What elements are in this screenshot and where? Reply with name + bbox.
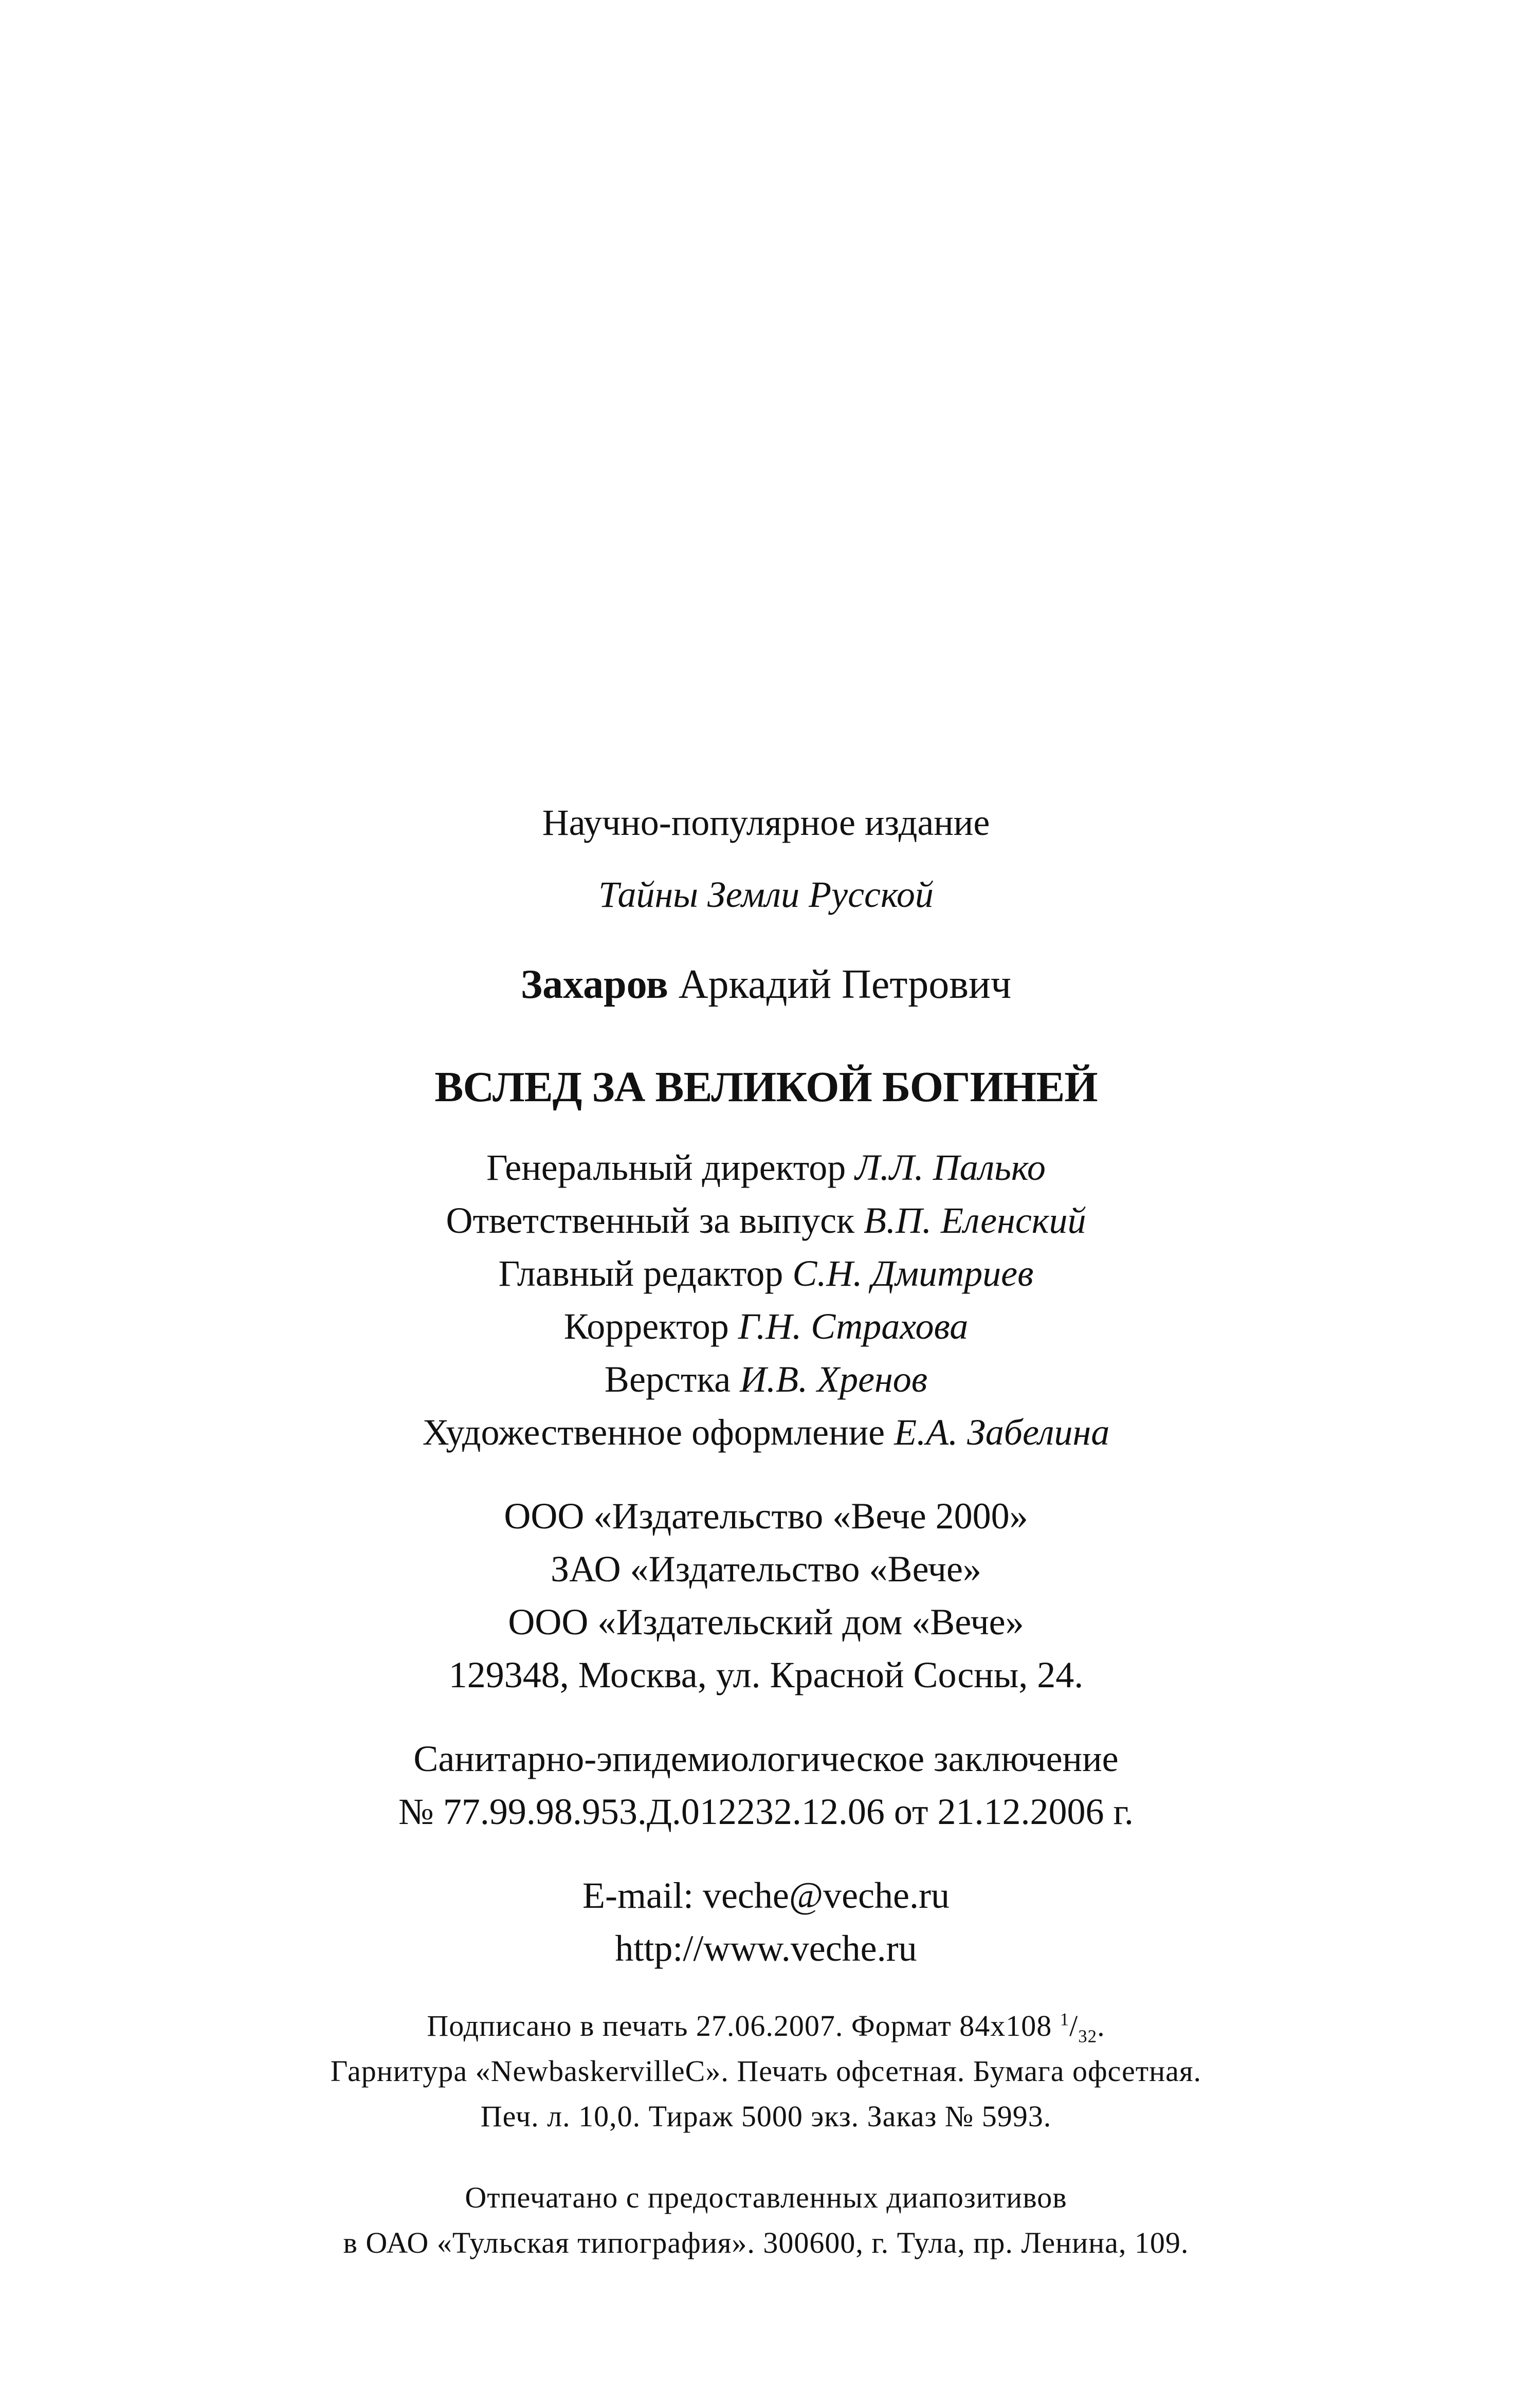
author-given-names: Аркадий Петрович <box>678 962 1012 1007</box>
printer-block <box>0 2175 1532 2266</box>
author-name <box>0 956 1532 1013</box>
credit-line <box>0 1194 1532 1247</box>
credit-role: Генеральный директор <box>486 1147 846 1188</box>
credit-person: Е.А. Забелина <box>894 1412 1110 1453</box>
credit-line <box>0 1406 1532 1459</box>
credit-person: В.П. Еленский <box>864 1200 1086 1241</box>
credit-person: Л.Л. Палько <box>855 1147 1046 1188</box>
print-info-line: Подписано в печать 27.06.2007. Формат 84х108 $^1/_{32}$. <box>427 2009 1105 2047</box>
credit-line <box>0 1353 1532 1406</box>
publisher-line: ООО «Издательство «Вече 2000» <box>504 1495 1028 1537</box>
credit-role: Главный редактор <box>498 1253 783 1294</box>
printer-line: в ОАО «Тульская типография». 300600, г. Тула, пр. Ленина, 109. <box>343 2226 1189 2259</box>
print-info-line: Гарнитура «NewbaskervilleC». Печать офсетная. Бумага офсетная. <box>330 2054 1202 2088</box>
credit-line <box>0 1300 1532 1353</box>
format-numerator: 1 <box>1060 2009 1070 2030</box>
publisher-line: ООО «Издательский дом «Вече» <box>508 1601 1024 1643</box>
publishers-block <box>0 1490 1532 1702</box>
url-line: http://www.veche.ru <box>615 1928 917 1969</box>
credit-role: Ответственный за выпуск <box>446 1200 855 1241</box>
author-surname: Захаров <box>520 962 668 1007</box>
format-denominator: 32 <box>1078 2026 1098 2047</box>
credit-line <box>0 1141 1532 1194</box>
book-title: ВСЛЕД ЗА ВЕЛИКОЙ БОГИНЕЙ <box>434 1063 1098 1111</box>
credit-role: Верстка <box>604 1359 731 1400</box>
credit-line <box>0 1247 1532 1300</box>
credit-person: С.Н. Дмитриев <box>792 1253 1034 1294</box>
credit-person: Г.Н. Страхова <box>738 1306 969 1347</box>
print-info-line: Печ. л. 10,0. Тираж 5000 экз. Заказ № 5993. <box>480 2100 1052 2133</box>
edition-type: Научно-популярное издание <box>542 802 990 843</box>
credits-list <box>0 1141 1532 1459</box>
credit-role: Художественное оформление <box>422 1412 885 1453</box>
print-signed-text: Подписано в печать 27.06.2007. Формат 84х108 <box>427 2009 1060 2042</box>
publisher-address: 129348, Москва, ул. Красной Сосны, 24. <box>448 1654 1084 1695</box>
credit-person: И.В. Хренов <box>740 1359 928 1400</box>
credit-role: Корректор <box>563 1306 729 1347</box>
contacts-block <box>0 1869 1532 1975</box>
series-name: Тайны Земли Русской <box>598 874 934 915</box>
sanitary-block <box>0 1732 1532 1838</box>
sanitary-title: Санитарно-эпидемиологическое заключение <box>413 1738 1119 1779</box>
imprint-block <box>0 797 1532 2266</box>
print-info-block <box>0 2003 1532 2139</box>
print-info-end: . <box>1097 2009 1105 2042</box>
printer-line: Отпечатано с предоставленных диапозитивов <box>465 2181 1067 2214</box>
publisher-line: ЗАО «Издательство «Вече» <box>551 1548 981 1590</box>
email-line: E-mail: veche@veche.ru <box>582 1875 950 1916</box>
sanitary-number: № 77.99.98.953.Д.012232.12.06 от 21.12.2006 г. <box>398 1791 1134 1832</box>
